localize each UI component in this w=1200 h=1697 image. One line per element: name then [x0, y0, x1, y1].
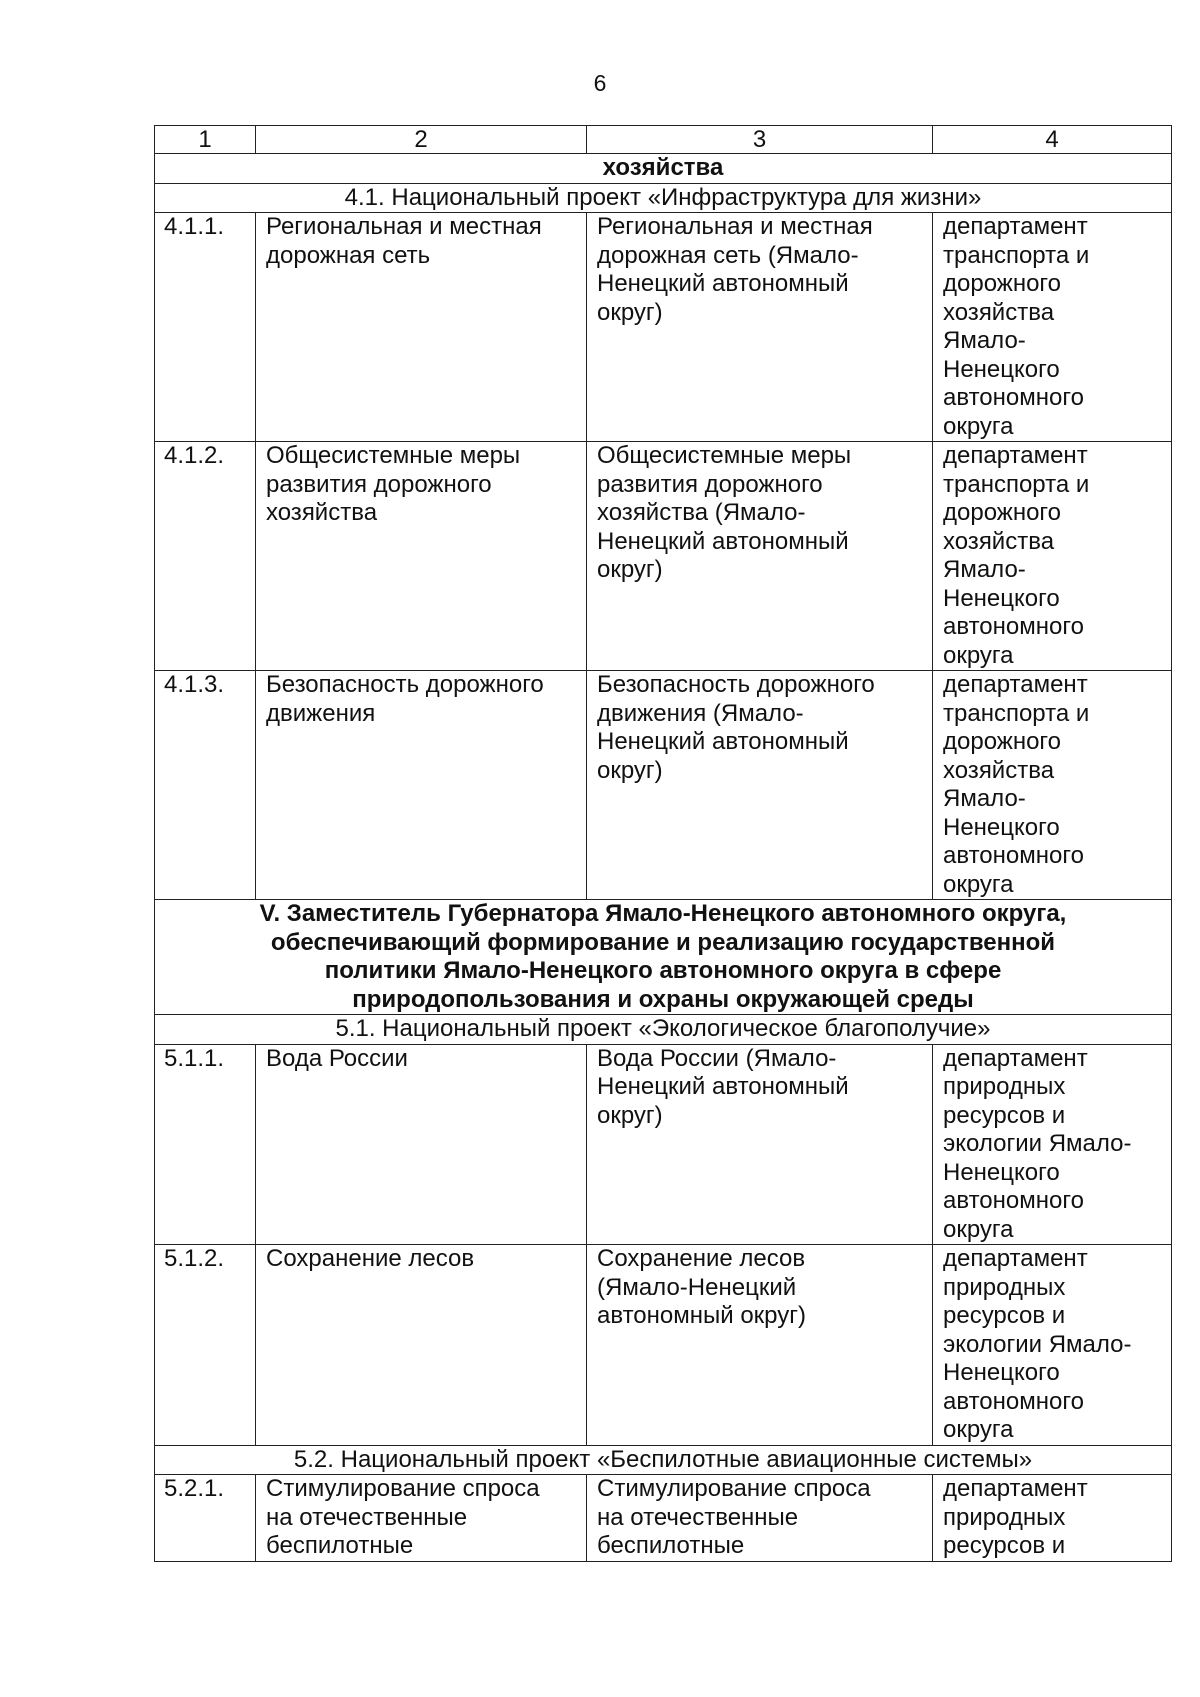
column-number-4: 4	[933, 126, 1172, 154]
row-number: 5.2.1.	[155, 1475, 256, 1562]
project-name: Безопасность дорожного движения	[256, 671, 587, 900]
project-name: Сохранение лесов	[256, 1245, 587, 1446]
row-number: 4.1.3.	[155, 671, 256, 900]
project-heading-row	[155, 1015, 1172, 1045]
section-5-heading: V. Заместитель Губернатора Ямало-Ненецкого автономного округа, обеспечивающий формирование и реализацию государственной политики Ямало-Ненецкого автономного округа в сфере природопользования и охраны окружающей среды	[155, 900, 1172, 1015]
responsible-department: департамент природных ресурсов и	[933, 1475, 1172, 1562]
project-name: Вода России	[256, 1044, 587, 1245]
regional-project-name: Безопасность дорожного движения (Ямало- Ненецкий автономный округ)	[587, 671, 933, 900]
responsible-department: департамент транспорта и дорожного хозяйства Ямало- Ненецкого автономного округа	[933, 213, 1172, 442]
responsible-department: департамент транспорта и дорожного хозяйства Ямало- Ненецкого автономного округа	[933, 671, 1172, 900]
column-number-row	[155, 126, 1172, 154]
column-number-1: 1	[155, 126, 256, 154]
project-heading-4-1: 4.1. Национальный проект «Инфраструктура для жизни»	[155, 183, 1172, 213]
table-row	[155, 442, 1172, 671]
responsible-department: департамент природных ресурсов и экологии Ямало- Ненецкого автономного округа	[933, 1044, 1172, 1245]
column-number-3: 3	[587, 126, 933, 154]
continued-heading-row	[155, 154, 1172, 184]
regional-project-name: Региональная и местная дорожная сеть (Ямало- Ненецкий автономный округ)	[587, 213, 933, 442]
regional-project-name: Вода России (Ямало- Ненецкий автономный округ)	[587, 1044, 933, 1245]
table-row	[155, 213, 1172, 442]
row-number: 4.1.2.	[155, 442, 256, 671]
project-heading-row	[155, 1445, 1172, 1475]
regional-project-name: Общесистемные меры развития дорожного хозяйства (Ямало- Ненецкий автономный округ)	[587, 442, 933, 671]
row-number: 5.1.2.	[155, 1245, 256, 1446]
responsible-department: департамент природных ресурсов и экологии Ямало- Ненецкого автономного округа	[933, 1245, 1172, 1446]
project-heading-row	[155, 183, 1172, 213]
regional-project-name: Сохранение лесов (Ямало-Ненецкий автономный округ)	[587, 1245, 933, 1446]
document-table	[154, 125, 1172, 1562]
project-name: Общесистемные меры развития дорожного хозяйства	[256, 442, 587, 671]
project-heading-5-2: 5.2. Национальный проект «Беспилотные авиационные системы»	[155, 1445, 1172, 1475]
responsible-department: департамент транспорта и дорожного хозяйства Ямало- Ненецкого автономного округа	[933, 442, 1172, 671]
row-number: 4.1.1.	[155, 213, 256, 442]
table-row	[155, 671, 1172, 900]
project-name: Региональная и местная дорожная сеть	[256, 213, 587, 442]
continued-heading: хозяйства	[155, 154, 1172, 184]
table-row	[155, 1475, 1172, 1562]
regional-project-name: Стимулирование спроса на отечественные беспилотные	[587, 1475, 933, 1562]
project-name: Стимулирование спроса на отечественные беспилотные	[256, 1475, 587, 1562]
row-number: 5.1.1.	[155, 1044, 256, 1245]
project-heading-5-1: 5.1. Национальный проект «Экологическое благополучие»	[155, 1015, 1172, 1045]
column-number-2: 2	[256, 126, 587, 154]
section-heading-row	[155, 900, 1172, 1015]
table-row	[155, 1044, 1172, 1245]
page-number: 6	[593, 70, 607, 96]
table-row	[155, 1245, 1172, 1446]
